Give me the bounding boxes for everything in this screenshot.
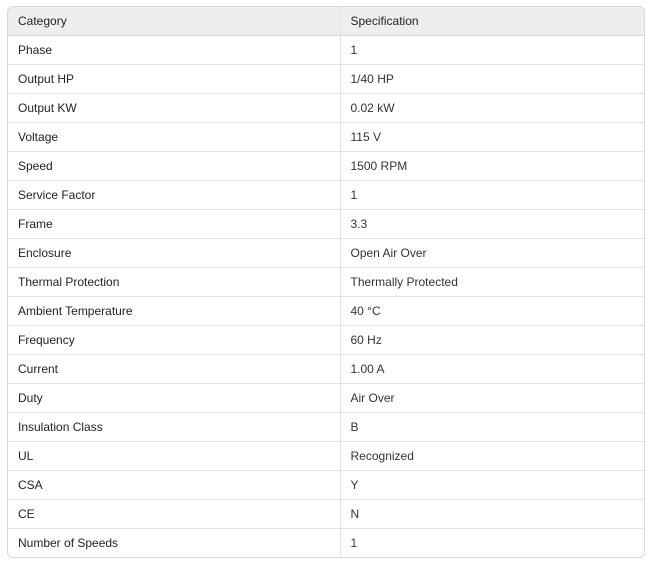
table-row	[8, 442, 644, 471]
table-row	[8, 500, 644, 529]
row-category: Service Factor	[8, 181, 340, 210]
row-specification: 1	[350, 536, 358, 550]
row-category: Thermal Protection	[8, 268, 340, 297]
table-row	[8, 210, 644, 239]
row-category: Current	[8, 355, 340, 384]
row-category: Voltage	[8, 123, 340, 152]
row-category: Enclosure	[8, 239, 340, 268]
table-row	[8, 94, 644, 123]
row-category: Ambient Temperature	[8, 297, 340, 326]
table-row	[8, 326, 644, 355]
table-row	[8, 36, 644, 65]
row-category: Number of Speeds	[8, 529, 340, 558]
row-category: CE	[8, 500, 340, 529]
row-specification: Y	[340, 471, 644, 500]
row-specification: 1.00 A	[340, 355, 644, 384]
row-specification: 1/40 HP	[340, 65, 644, 94]
row-specification: N	[340, 500, 644, 529]
table-row	[8, 297, 644, 326]
table-row	[8, 65, 644, 94]
header-specification: Specification	[340, 7, 644, 36]
table-row	[8, 384, 644, 413]
table-row	[8, 239, 644, 268]
header-category: Category	[8, 7, 340, 36]
row-category: CSA	[8, 471, 340, 500]
row-category: Frame	[8, 210, 340, 239]
row-specification: 0.02 kW	[340, 94, 644, 123]
table-row	[8, 471, 644, 500]
row-category: UL	[8, 442, 340, 471]
row-specification: 1500 RPM	[340, 152, 644, 181]
row-specification: 3.3	[340, 210, 644, 239]
table-row	[8, 123, 644, 152]
row-category: Insulation Class	[8, 413, 340, 442]
table-row	[8, 181, 644, 210]
table-row	[8, 355, 644, 384]
row-specification: Thermally Protected	[340, 268, 644, 297]
row-category: Phase	[8, 36, 340, 65]
header-row	[8, 7, 644, 36]
row-specification: Open Air Over	[340, 239, 644, 268]
table-row	[8, 413, 644, 442]
spec-table	[8, 7, 644, 557]
table-row	[8, 152, 644, 181]
row-category: Output KW	[8, 94, 340, 123]
row-category: Frequency	[8, 326, 340, 355]
row-specification: Air Over	[340, 384, 644, 413]
table-row	[8, 529, 644, 558]
row-specification: 1	[340, 36, 644, 65]
row-category: Speed	[8, 152, 340, 181]
row-specification: 60 Hz	[340, 326, 644, 355]
row-specification: 40 °C	[340, 297, 644, 326]
row-category: Duty	[8, 384, 340, 413]
row-category: Output HP	[8, 65, 340, 94]
row-specification: 1	[340, 181, 644, 210]
row-specification: B	[340, 413, 644, 442]
table-row	[8, 268, 644, 297]
row-specification: Recognized	[340, 442, 644, 471]
row-specification: 115 V	[340, 123, 644, 152]
table-body	[8, 36, 644, 558]
table-header	[8, 7, 644, 36]
spec-table-container	[7, 6, 645, 558]
